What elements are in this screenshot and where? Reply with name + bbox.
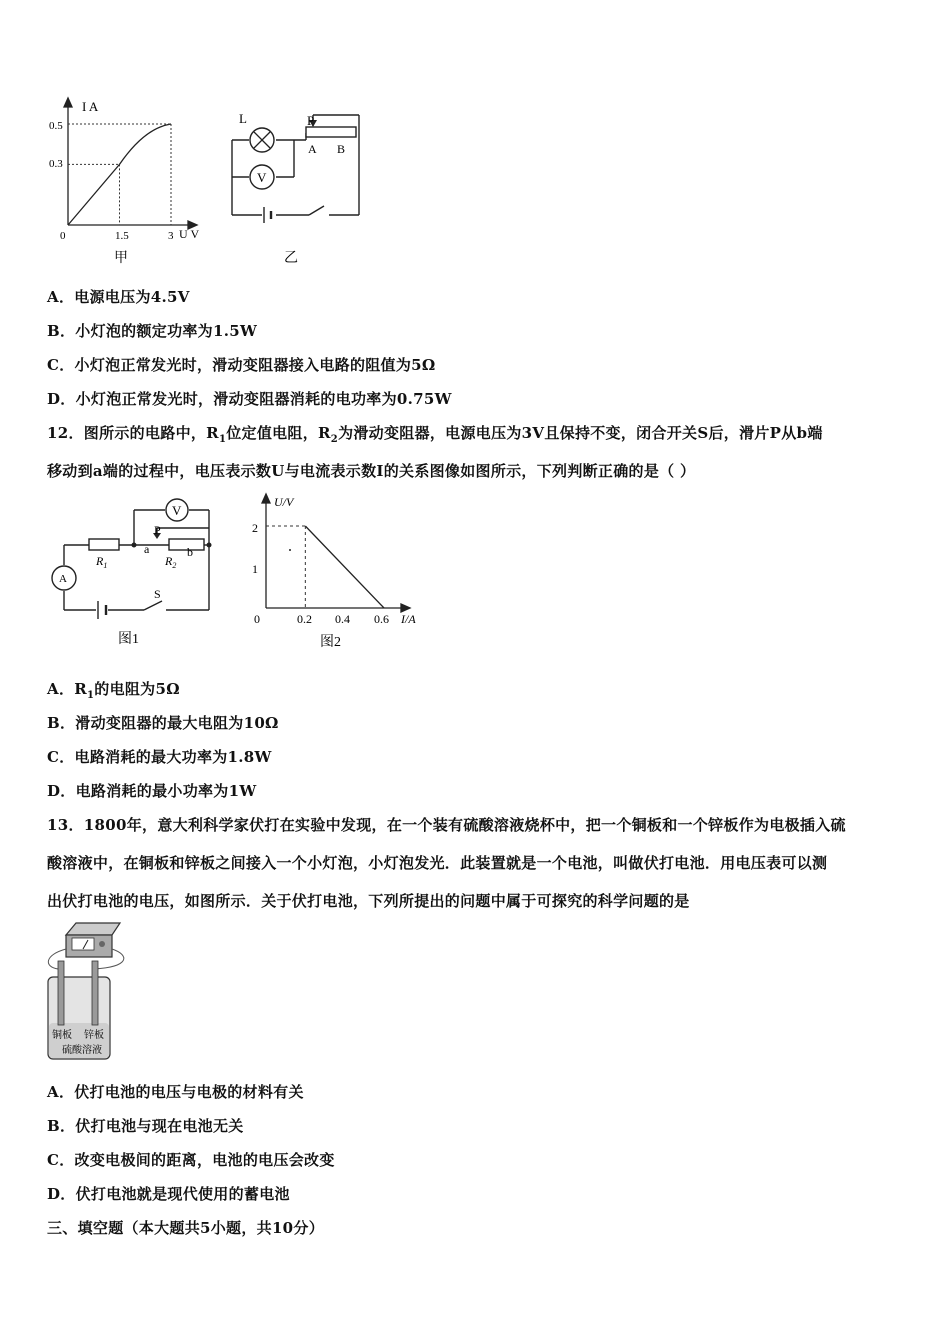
q12-figure-1: [44, 495, 224, 655]
y-tick-0.5: 0.5: [49, 120, 63, 132]
label-b: b: [187, 545, 193, 559]
q11-option-b: B．小灯泡的额定功率为1.5W: [47, 322, 258, 340]
lamp-icon: [250, 128, 274, 152]
q13-stem-line3: 出伏打电池的电压，如图所示．关于伏打电池，下列所提出的问题中属于可探究的科学问题的是: [47, 892, 690, 910]
battery-icon: [98, 601, 106, 619]
y-tick-0.3: 0.3: [49, 158, 63, 170]
q12-stem-line2: 移动到a端的过程中，电压表示数U与电流表示数I的关系图像如图所示，下列判断正确的是（ ）: [47, 462, 696, 480]
u-i-line: [305, 526, 384, 608]
x-axis-label: I/A: [401, 612, 416, 626]
x-tick-0.6: 0.6: [374, 612, 389, 626]
x-tick-0.4: 0.4: [335, 612, 350, 626]
x-tick-0: 0: [254, 612, 260, 626]
voltmeter-icon: [166, 499, 188, 521]
label-s: S: [154, 587, 161, 601]
voltmeter-icon: [250, 165, 274, 189]
q11-option-a: A．电源电压为4.5V: [47, 288, 190, 306]
ammeter-icon: [52, 566, 76, 590]
svg-text:A: A: [59, 573, 67, 585]
label-p: P: [154, 523, 161, 537]
y-tick-2: 2: [252, 521, 258, 535]
label-r2: $R_2$: [165, 554, 177, 570]
q11-figure-jia: [44, 95, 214, 270]
q12-option-d: D．电路消耗的最小功率为1W: [47, 782, 257, 800]
q13-option-c: C．改变电极间的距离，电池的电压会改变: [47, 1151, 335, 1169]
label-p: P: [307, 113, 315, 128]
q13-option-b: B．伏打电池与现在电池无关: [47, 1117, 244, 1135]
figure-caption-jia: 甲: [114, 251, 128, 266]
q12-figure-2: [244, 490, 434, 655]
label-l: L: [239, 111, 247, 126]
x-tick-1.5: 1.5: [115, 230, 129, 242]
y-axis-label: U/V: [274, 495, 294, 509]
q13-stem-line2: 酸溶液中，在铜板和锌板之间接入一个小灯泡，小灯泡发光．此装置就是一个电池，叫做伏打电池．用电压表可以测: [47, 854, 828, 872]
figure-caption-2: 图2: [320, 635, 341, 650]
q13-option-d: D．伏打电池就是现代使用的蓄电池: [47, 1185, 290, 1203]
svg-text:V: V: [257, 170, 267, 185]
q13-figure-voltaic-cell: [40, 915, 135, 1065]
q11-option-c: C．小灯泡正常发光时，滑动变阻器接入电路的阻值为5Ω: [47, 356, 436, 374]
q12-option-b: B．滑动变阻器的最大电阻为10Ω: [47, 714, 279, 732]
label-b: B: [337, 142, 346, 156]
q11-option-d: D．小灯泡正常发光时，滑动变阻器消耗的电功率为0.75W: [47, 390, 452, 408]
section-3-heading: 三、填空题（本大题共5小题，共10分）: [47, 1219, 325, 1237]
voltmeter-device-icon: [66, 923, 120, 957]
q11-figure-yi: [224, 105, 374, 270]
figure-caption-yi: 乙: [284, 251, 298, 266]
label-solution: 硫酸溶液: [62, 1045, 102, 1056]
q13-option-a: A．伏打电池的电压与电极的材料有关: [47, 1083, 304, 1101]
q13-stem-line1: 13．1800年，意大利科学家伏打在实验中发现，在一个装有硫酸溶液烧杯中，把一个铜板和一个锌板作为电极插入硫: [47, 816, 846, 834]
x-tick-0: 0: [60, 230, 66, 242]
x-tick-3: 3: [168, 230, 174, 242]
q12-option-a: A．$R_1$的电阻为5Ω: [47, 680, 180, 701]
label-a: a: [144, 542, 150, 556]
q12-option-c: C．电路消耗的最大功率为1.8W: [47, 748, 272, 766]
y-axis-label: I A: [82, 99, 99, 114]
q12-stem-line1: 12．图所示的电路中，$R_1$位定值电阻，$R_2$为滑动变阻器，电源电压为3V且保持不变，闭合开关S后，滑片P从b端: [47, 424, 823, 445]
battery-icon: [264, 207, 271, 223]
y-tick-1: 1: [252, 562, 258, 576]
x-tick-0.2: 0.2: [297, 612, 312, 626]
label-a: A: [308, 142, 317, 156]
label-r1: $R_1$: [96, 554, 108, 570]
label-copper: 铜板: [52, 1030, 72, 1041]
svg-text:V: V: [172, 503, 182, 518]
label-zinc: 锌板: [84, 1030, 104, 1041]
figure-caption-1: 图1: [118, 632, 139, 647]
x-axis-label: U V: [179, 227, 200, 241]
